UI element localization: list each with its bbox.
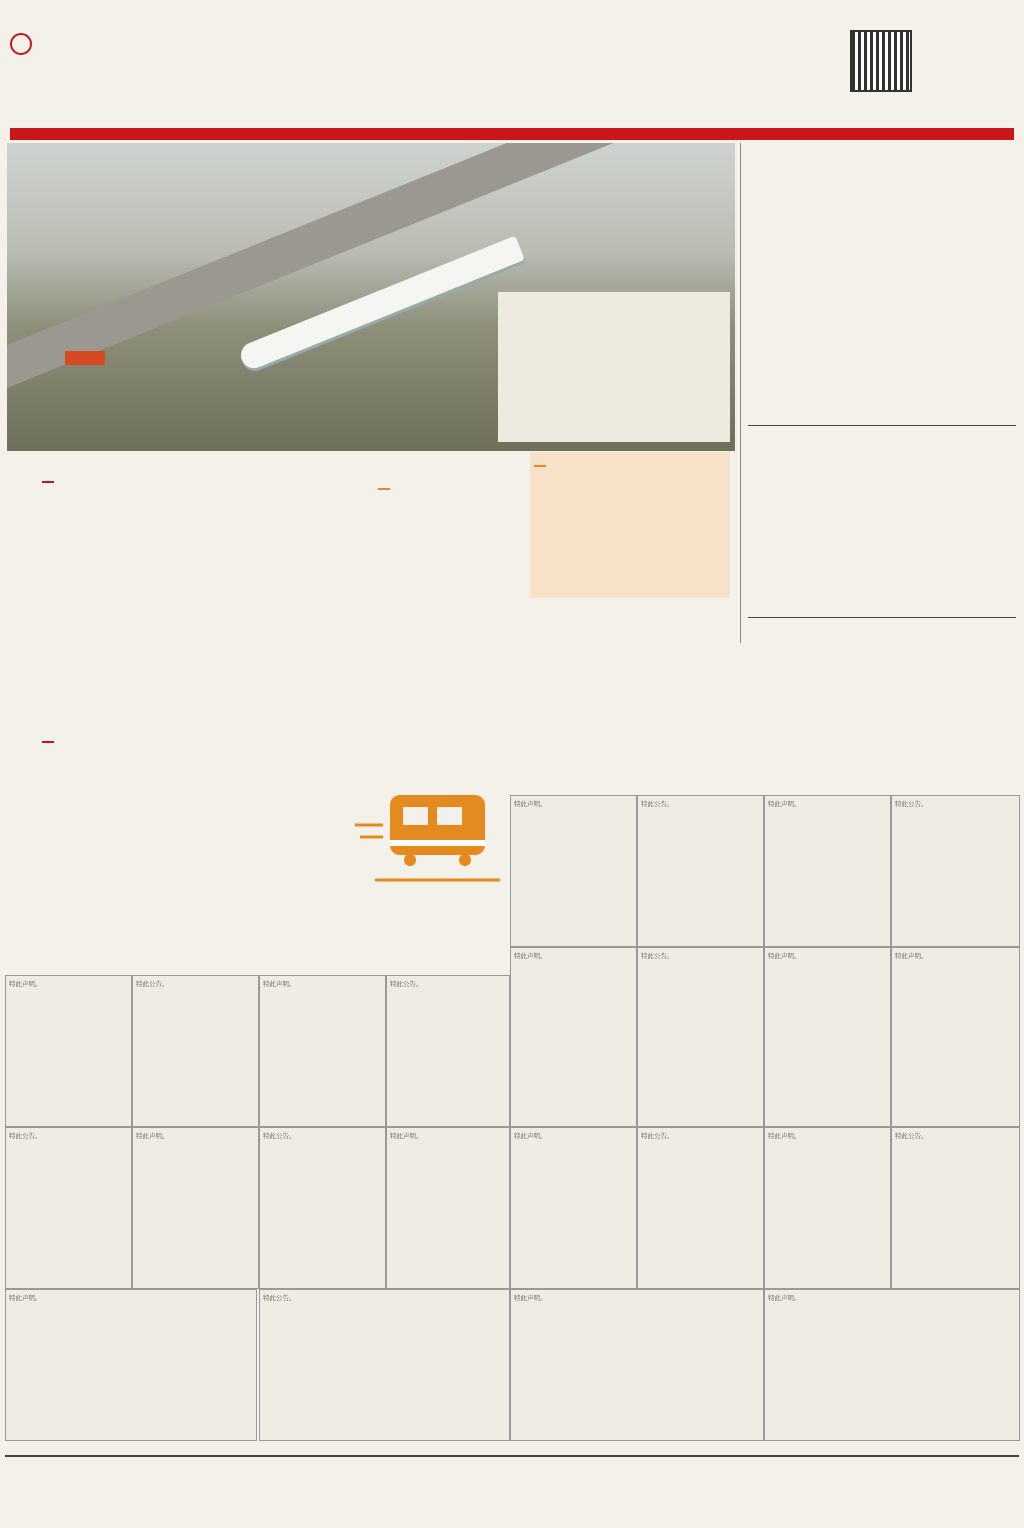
right-divider-1 xyxy=(748,425,1016,426)
right-article-3-text xyxy=(748,652,1016,790)
notice: 特此公告。 xyxy=(386,975,510,1127)
background-text xyxy=(530,475,730,535)
notice: 特此声明。 xyxy=(764,1127,891,1289)
notice: 特此声明。 xyxy=(510,795,637,947)
notice: 特此声明。 xyxy=(764,795,891,947)
tag-background xyxy=(534,465,546,467)
hotline-bar xyxy=(10,128,1014,140)
tag-traffic xyxy=(42,741,54,743)
notice: 特此声明。 xyxy=(510,1289,764,1441)
right-article-1-text xyxy=(748,197,1016,419)
notice: 特此公告。 xyxy=(637,947,764,1127)
newspaper-logo xyxy=(10,30,34,55)
hero-lead-box xyxy=(498,292,730,442)
notice: 特此声明。 xyxy=(764,1289,1020,1441)
notice: 特此声明。 xyxy=(891,947,1020,1127)
notice: 特此公告。 xyxy=(637,1127,764,1289)
notice: 特此声明。 xyxy=(259,975,386,1127)
column-divider xyxy=(740,143,741,643)
hero-lead xyxy=(498,296,730,426)
notice: 特此公告。 xyxy=(259,1127,386,1289)
notice: 特此声明。 xyxy=(5,1289,257,1441)
notice: 特此声明。 xyxy=(386,1127,510,1289)
notice: 特此声明。 xyxy=(510,947,637,1127)
masthead xyxy=(0,0,1024,140)
notice: 特此公告。 xyxy=(132,975,259,1127)
notice: 特此声明。 xyxy=(132,1127,259,1289)
notice: 特此公告。 xyxy=(259,1289,510,1441)
notice: 特此声明。 xyxy=(764,947,891,1127)
section-authority xyxy=(42,468,60,487)
section-future xyxy=(378,475,396,494)
notice: 特此声明。 xyxy=(5,975,132,1127)
right-divider-2 xyxy=(748,617,1016,618)
notice: 特此公告。 xyxy=(891,795,1020,947)
right-article-2-text xyxy=(748,462,1016,612)
photo-truck xyxy=(65,351,105,365)
section-traffic xyxy=(42,728,60,747)
section-authority-text xyxy=(15,492,375,717)
classified-area xyxy=(5,795,1019,1445)
section-background xyxy=(530,452,730,598)
notice: 特此公告。 xyxy=(637,795,764,947)
qr-code[interactable] xyxy=(850,30,912,92)
tag-future xyxy=(378,488,390,490)
logo-icon xyxy=(10,33,32,55)
notice: 特此公告。 xyxy=(5,1127,132,1289)
tag-authority xyxy=(42,481,54,483)
notice: 特此公告。 xyxy=(891,1127,1020,1289)
notice: 特此声明。 xyxy=(510,1127,637,1289)
ad-section xyxy=(0,1455,1024,1528)
